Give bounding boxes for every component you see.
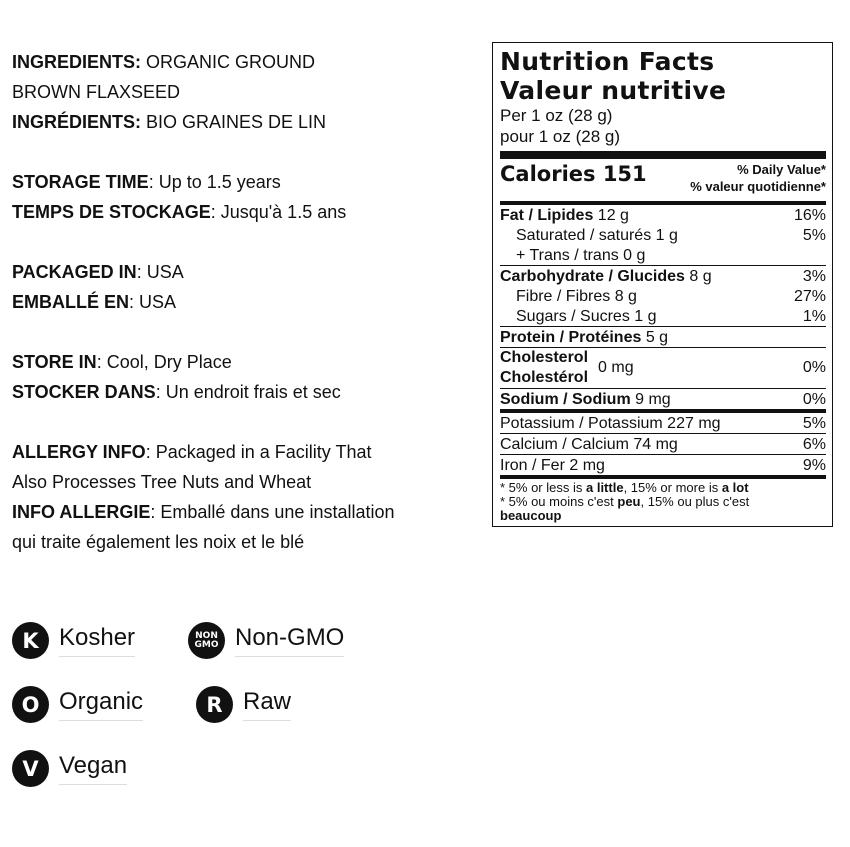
sugars-dv: 1%: [802, 307, 826, 325]
store-value: : Cool, Dry Place: [96, 352, 232, 372]
allergy-line-2: [12, 467, 482, 497]
saturated-label: Saturated / saturés 1 g: [516, 226, 678, 244]
packaged-label: PACKAGED IN: [12, 262, 137, 282]
calcium-row: [500, 434, 826, 454]
footnote-en-a: * 5% or less is: [500, 480, 586, 495]
organic-icon: O: [12, 686, 49, 723]
calories: Calories 151: [500, 162, 647, 186]
carb-label: Carbohydrate / Glucides: [500, 267, 685, 285]
calcium-dv: 6%: [802, 435, 826, 453]
allergy-value-2: Also Processes Tree Nuts and Wheat: [12, 472, 312, 492]
fibre-label: Fibre / Fibres 8 g: [516, 287, 637, 305]
store-fr-value: : Un endroit frais et sec: [155, 382, 341, 402]
protein-row: [500, 327, 826, 347]
carb-dv: 3%: [802, 267, 826, 285]
vegan-icon: V: [12, 750, 49, 787]
ingredients-fr-value: BIO GRAINES DE LIN: [141, 112, 327, 132]
fat-row: [500, 205, 826, 225]
cholesterol-dv: 0%: [802, 359, 826, 376]
cholesterol-label-en: Cholesterol: [500, 349, 589, 366]
trans-row: [500, 245, 826, 265]
footnote-en-b: a little: [585, 480, 624, 495]
storage-value: : Up to 1.5 years: [148, 172, 281, 192]
storage-fr-value: : Jusqu'à 1.5 ans: [210, 202, 347, 222]
footnote-fr-c: , 15% ou plus c'est: [640, 494, 750, 509]
potassium-label: Potassium / Potassium 227 mg: [500, 414, 721, 432]
serving-size-fr: pour 1 oz (28 g): [500, 127, 621, 146]
ingredients-line-2: [12, 77, 482, 107]
ingredients-label: INGREDIENTS:: [12, 52, 142, 72]
nutrition-facts-panel: [492, 42, 833, 527]
ingredients-value: ORGANIC GROUND: [141, 52, 316, 72]
non-gmo-icon-bottom: GMO: [194, 639, 219, 650]
non-gmo-icon: [188, 622, 225, 659]
daily-value-en: % Daily Value*: [737, 162, 826, 177]
fat-label: Fat / Lipides: [500, 206, 594, 224]
daily-value-fr: % valeur quotidienne*: [690, 179, 826, 194]
storage-line: [12, 167, 482, 197]
vegan-label: Vegan: [59, 752, 127, 785]
fat-amount: 12 g: [593, 206, 629, 224]
carbohydrate-row: [500, 266, 826, 286]
packaged-value: : USA: [136, 262, 184, 282]
footnote-fr-a: * 5% ou moins c'est: [500, 494, 618, 509]
protein-amount: 5 g: [641, 328, 669, 346]
store-label: STORE IN: [12, 352, 97, 372]
nutrition-title-fr: Valeur nutritive: [500, 76, 727, 105]
footnote-en: [500, 481, 826, 495]
footnote-fr-b: peu: [617, 494, 641, 509]
kosher-label: Kosher: [59, 624, 135, 657]
packaged-line: [12, 257, 482, 287]
nutrition-title-en: Nutrition Facts: [500, 47, 715, 76]
potassium-dv: 5%: [802, 414, 826, 432]
product-info: [12, 47, 482, 557]
ingredients-value-2: BROWN FLAXSEED: [12, 82, 181, 102]
sugars-label: Sugars / Sucres 1 g: [516, 307, 657, 325]
non-gmo-badge: [188, 622, 344, 659]
potassium-row: [500, 413, 826, 433]
footnote: [500, 479, 826, 523]
non-gmo-label: Non-GMO: [235, 624, 344, 657]
packaged-fr-line: [12, 287, 482, 317]
fibre-row: [500, 286, 826, 306]
protein-label: Protein / Protéines: [500, 328, 642, 346]
ingredients-line: [12, 47, 482, 77]
trans-label: + Trans / trans 0 g: [516, 246, 646, 264]
allergy-label: ALLERGY INFO: [12, 442, 146, 462]
cholesterol-row: [500, 348, 826, 388]
kosher-badge: [12, 622, 135, 659]
store-fr-line: [12, 377, 482, 407]
raw-label: Raw: [243, 688, 291, 721]
saturated-row: [500, 225, 826, 245]
cholesterol-label-fr: Cholestérol: [500, 369, 589, 386]
allergy-fr-line: [12, 497, 482, 527]
fibre-dv: 27%: [793, 287, 826, 305]
vegan-badge: [12, 750, 127, 787]
sodium-row: [500, 389, 826, 409]
packaged-fr-label: EMBALLÉ EN: [12, 292, 129, 312]
organic-badge: [12, 686, 143, 723]
calories-row: [500, 159, 826, 201]
ingredients-fr-line: [12, 107, 482, 137]
saturated-dv: 5%: [802, 226, 826, 244]
storage-fr-line: [12, 197, 482, 227]
sodium-label: Sodium / Sodium: [500, 390, 631, 408]
raw-badge: [196, 686, 291, 723]
footnote-fr-d: beaucoup: [500, 508, 562, 523]
footnote-fr: [500, 495, 826, 509]
divider: [500, 151, 826, 159]
store-line: [12, 347, 482, 377]
iron-label: Iron / Fer 2 mg: [500, 456, 605, 474]
footnote-en-d: a lot: [721, 480, 749, 495]
carb-amount: 8 g: [684, 267, 712, 285]
organic-label: Organic: [59, 688, 143, 721]
sodium-amount: 9 mg: [630, 390, 671, 408]
allergy-fr-line-2: [12, 527, 482, 557]
kosher-icon: K: [12, 622, 49, 659]
storage-fr-label: TEMPS DE STOCKAGE: [12, 202, 211, 222]
fat-dv: 16%: [793, 206, 826, 224]
serving-size-en: Per 1 oz (28 g): [500, 106, 613, 125]
allergy-value: : Packaged in a Facility That: [145, 442, 372, 462]
packaged-fr-value: : USA: [129, 292, 177, 312]
iron-dv: 9%: [802, 456, 826, 474]
iron-row: [500, 455, 826, 475]
footnote-en-c: , 15% or more is: [623, 480, 722, 495]
raw-icon: R: [196, 686, 233, 723]
daily-value-header: [690, 161, 826, 195]
allergy-line: [12, 437, 482, 467]
storage-label: STORAGE TIME: [12, 172, 149, 192]
allergy-fr-value-2: qui traite également les noix et le blé: [12, 532, 305, 552]
calcium-label: Calcium / Calcium 74 mg: [500, 435, 678, 453]
cholesterol-amount: 0 mg: [598, 359, 634, 376]
sugars-row: [500, 306, 826, 326]
store-fr-label: STOCKER DANS: [12, 382, 156, 402]
cholesterol-label: [500, 348, 588, 388]
non-gmo-icon-top: NON: [195, 630, 218, 641]
sodium-dv: 0%: [802, 390, 826, 408]
ingredients-fr-label: INGRÉDIENTS:: [12, 112, 142, 132]
allergy-fr-label: INFO ALLERGIE: [12, 502, 151, 522]
allergy-fr-value: : Emballé dans une installation: [150, 502, 395, 522]
